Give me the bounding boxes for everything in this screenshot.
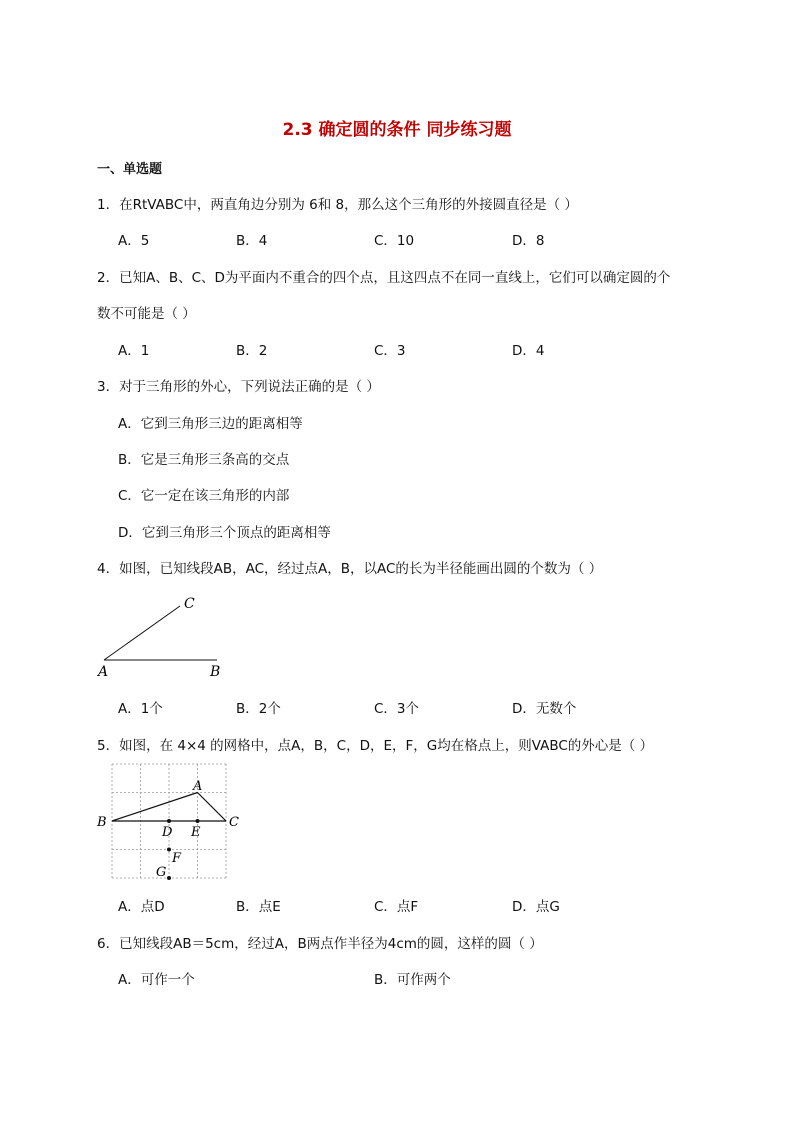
q5-option-d: D．点G — [512, 899, 560, 915]
page-title: 2.3 确定圆的条件 同步练习题 — [282, 120, 512, 140]
point-g-label: G — [156, 865, 167, 880]
q4-option-d: D．无数个 — [512, 701, 577, 717]
q1-option-a: A．5 — [118, 233, 150, 249]
point-d-dot — [167, 819, 171, 823]
point-a-label: A — [98, 664, 109, 680]
q6-option-a: A．可作一个 — [118, 972, 195, 988]
question-2-text-line1: 2．已知A、B、C、D为平面内不重合的四个点，且这四点不在同一直线上，它们可以确定圆的个 — [97, 270, 671, 286]
point-d-label: D — [162, 825, 173, 840]
point-f-label: F — [172, 851, 182, 866]
question-2-text-line2: 数不可能是（ ） — [97, 306, 196, 322]
point-a-label: A — [193, 779, 203, 794]
q6-option-b: B．可作两个 — [374, 972, 451, 988]
q4-option-a: A．1个 — [118, 701, 163, 717]
point-e-dot — [196, 819, 200, 823]
q5-grid-figure — [92, 758, 242, 888]
section-heading: 一、单选题 — [97, 162, 163, 177]
q4-option-b: B．2个 — [236, 701, 281, 717]
q5-option-b: B．点E — [236, 899, 281, 915]
point-c-label: C — [184, 596, 195, 612]
question-1-text: 1．在RtVABC中，两直角边分别为 6和 8，那么这个三角形的外接圆直径是（ ） — [97, 197, 578, 213]
q2-option-d: D．4 — [512, 343, 545, 359]
question-5-text: 5．如图，在 4×4 的网格中，点A，B，C，D，E，F，G均在格点上，则VABC的外心是（ ） — [97, 738, 654, 754]
q4-figure — [92, 590, 232, 680]
q3-option-c: C．它一定在该三角形的内部 — [118, 488, 290, 504]
q2-option-a: A．1 — [118, 343, 150, 359]
point-c-label: C — [229, 815, 239, 830]
q3-option-a: A．它到三角形三边的距离相等 — [118, 416, 303, 432]
question-4-text: 4．如图，已知线段AB，AC，经过点A，B，以AC的长为半径能画出圆的个数为（ ） — [97, 561, 603, 577]
point-b-label: B — [97, 815, 107, 830]
question-6-text: 6．已知线段AB＝5cm，经过A，B两点作半径为4cm的圆，这样的圆（ ） — [97, 936, 543, 952]
q1-option-b: B．4 — [236, 233, 268, 249]
q3-option-d: D．它到三角形三个顶点的距离相等 — [118, 525, 331, 541]
segment-ac — [104, 606, 180, 660]
q2-option-c: C．3 — [374, 343, 406, 359]
q5-option-c: C．点F — [374, 899, 419, 915]
q4-option-c: C．3个 — [374, 701, 420, 717]
q2-option-b: B．2 — [236, 343, 268, 359]
q3-option-b: B．它是三角形三条高的交点 — [118, 452, 290, 468]
q1-option-d: D．8 — [512, 233, 545, 249]
q1-option-c: C．10 — [374, 233, 415, 249]
q5-option-a: A．点D — [118, 899, 165, 915]
point-b-label: B — [210, 664, 221, 680]
question-3-text: 3．对于三角形的外心，下列说法正确的是（ ） — [97, 379, 380, 395]
point-g-dot — [167, 876, 171, 880]
point-e-label: E — [191, 825, 201, 840]
point-f-dot — [167, 848, 171, 852]
